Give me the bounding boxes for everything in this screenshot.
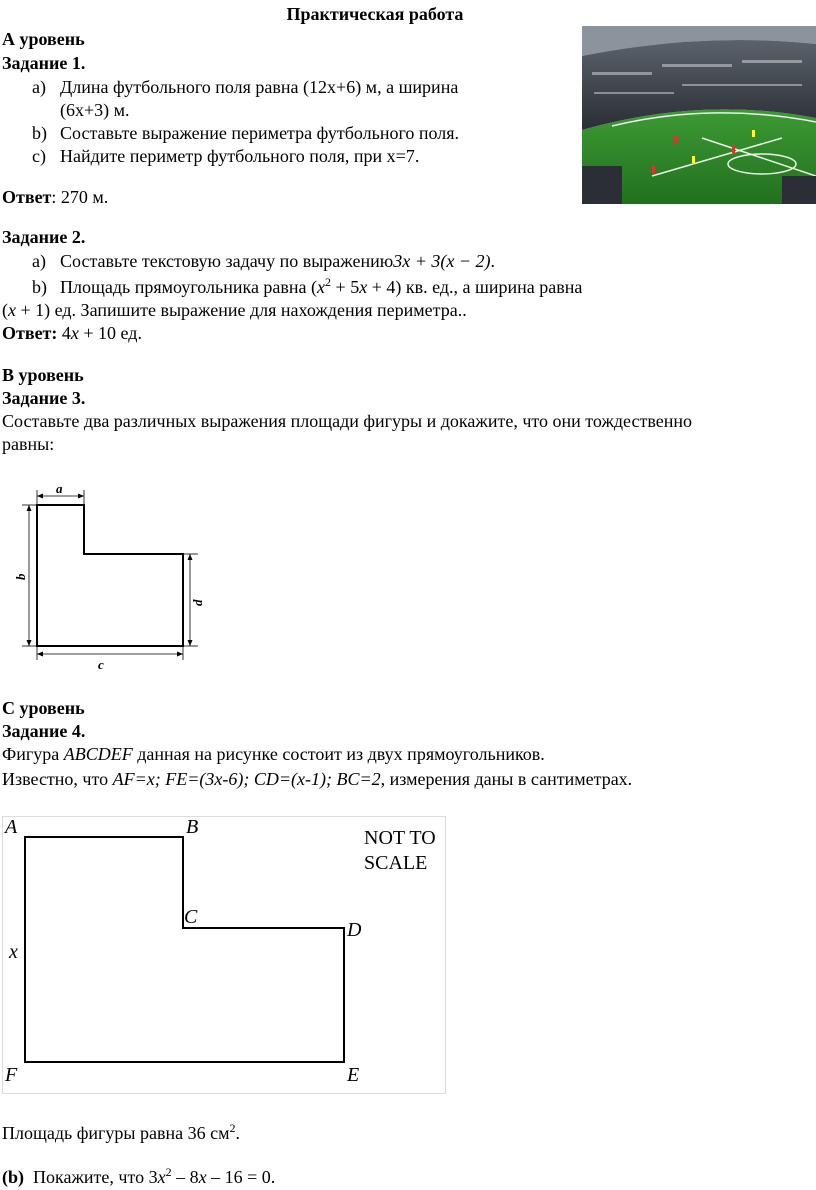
vertex-d: D (347, 919, 362, 941)
task3-text-line1: Составьте два различных выражения площади фигуры и докажите, что они тождественно (2, 411, 692, 431)
task4-line2 (2, 768, 632, 790)
task1-item-a-cont: (6х+3) м. (60, 100, 130, 120)
part-marker: (b) (2, 1167, 24, 1187)
task1-answer (2, 186, 108, 208)
task1-item-c (32, 145, 419, 167)
task4-part-b (2, 1166, 275, 1188)
text: Известно, что (2, 769, 113, 789)
item-text: Составьте текстовую задачу по выражению (60, 251, 394, 271)
task2-item-a (32, 250, 495, 272)
l-shape-outline (37, 505, 183, 646)
task3-text-line2: равны: (2, 434, 55, 454)
task1-item-a (32, 76, 458, 98)
item-text: Составьте выражение периметра футбольного поля. (60, 123, 460, 143)
figure-name: ABCDEF (63, 744, 133, 764)
text: , измерения даны в сантиметрах. (380, 769, 633, 789)
exponent: 2 (165, 1165, 172, 1179)
label-d: d (190, 599, 205, 606)
answer-rest: + 10 ед. (78, 323, 142, 343)
exponent: 2 (229, 1121, 236, 1135)
answer-value: : 270 м. (51, 187, 109, 207)
task2-expression: 3x + 3(x − 2) (393, 251, 491, 271)
given-values: AF=x; FE=(3x-6); CD=(x-1); BC=2 (112, 769, 381, 789)
stadium-photo (582, 26, 816, 204)
note-scale: SCALE (364, 852, 428, 874)
task4-figure (3, 817, 445, 1093)
text: – 8 (171, 1167, 199, 1187)
label-c: c (98, 657, 104, 672)
vertex-f: F (5, 1064, 18, 1086)
task4-heading: Задание 4. (2, 721, 86, 741)
stadium-image (582, 26, 816, 204)
vertex-e: E (347, 1064, 360, 1086)
item-marker: b) (32, 123, 47, 143)
text: . (235, 1123, 240, 1143)
item-text: + 4) кв. ед., а ширина равна (367, 277, 583, 297)
paren: ( (2, 300, 8, 320)
answer-label: Ответ (2, 187, 52, 207)
var-x: x (8, 300, 16, 320)
vertex-c: C (184, 906, 198, 928)
task3-figure (0, 470, 240, 675)
task1-item-b (32, 122, 459, 144)
task3-heading: Задание 3. (2, 388, 86, 408)
task4-area (2, 1122, 240, 1144)
text: – 16 = 0. (206, 1167, 276, 1187)
text: Покажите, что 3 (33, 1167, 158, 1187)
var-x: x (157, 1167, 166, 1187)
vertex-a: A (5, 817, 18, 838)
text: данная на рисунке состоит из двух прямоугольников. (132, 744, 545, 764)
item-text: Найдите периметр футбольного поля, при х=7. (60, 146, 420, 166)
task2-item-b-cont (2, 299, 467, 321)
item-marker: c) (32, 146, 46, 166)
item-marker: b) (32, 277, 47, 297)
label-a: a (56, 481, 63, 496)
level-c-heading: С уровень (2, 698, 85, 718)
var-x: x (359, 277, 368, 297)
item-text: + 1) ед. Запишите выражение для нахождения периметра.. (16, 300, 467, 320)
vertex-b: B (186, 817, 199, 838)
page-title: Практическая работа (286, 4, 464, 24)
text: Фигура (2, 744, 64, 764)
note-not-to: NOT TO (364, 827, 436, 849)
item-marker: a) (32, 77, 46, 97)
item-text: Длина футбольного поля равна (12х+6) м, а ширина (60, 77, 459, 97)
answer-label: Ответ: (2, 323, 58, 343)
item-end: . (490, 251, 495, 271)
var-x: x (70, 323, 79, 343)
item-text: + 5 (331, 277, 360, 297)
level-a-heading: А уровень (2, 29, 85, 49)
photo-stand-corner-right (782, 176, 816, 204)
abcdef-outline (25, 837, 344, 1062)
side-x-label: x (9, 941, 18, 963)
exponent: 2 (325, 275, 332, 289)
var-x: x (198, 1167, 207, 1187)
answer-num: 4 (57, 323, 71, 343)
task1-heading: Задание 1. (2, 53, 86, 73)
task4-line1 (2, 743, 545, 765)
task2-answer (2, 322, 142, 344)
item-text: Площадь прямоугольника равна ( (60, 277, 318, 297)
item-marker: a) (32, 251, 46, 271)
task4-figure-frame (2, 816, 446, 1094)
task2-item-b (32, 276, 582, 298)
text: Площадь фигуры равна 36 см (2, 1123, 230, 1143)
var-x: x (317, 277, 326, 297)
task2-heading: Задание 2. (2, 227, 86, 247)
photo-stand-corner (582, 166, 622, 204)
level-b-heading: В уровень (2, 365, 84, 385)
label-b: b (13, 573, 28, 580)
